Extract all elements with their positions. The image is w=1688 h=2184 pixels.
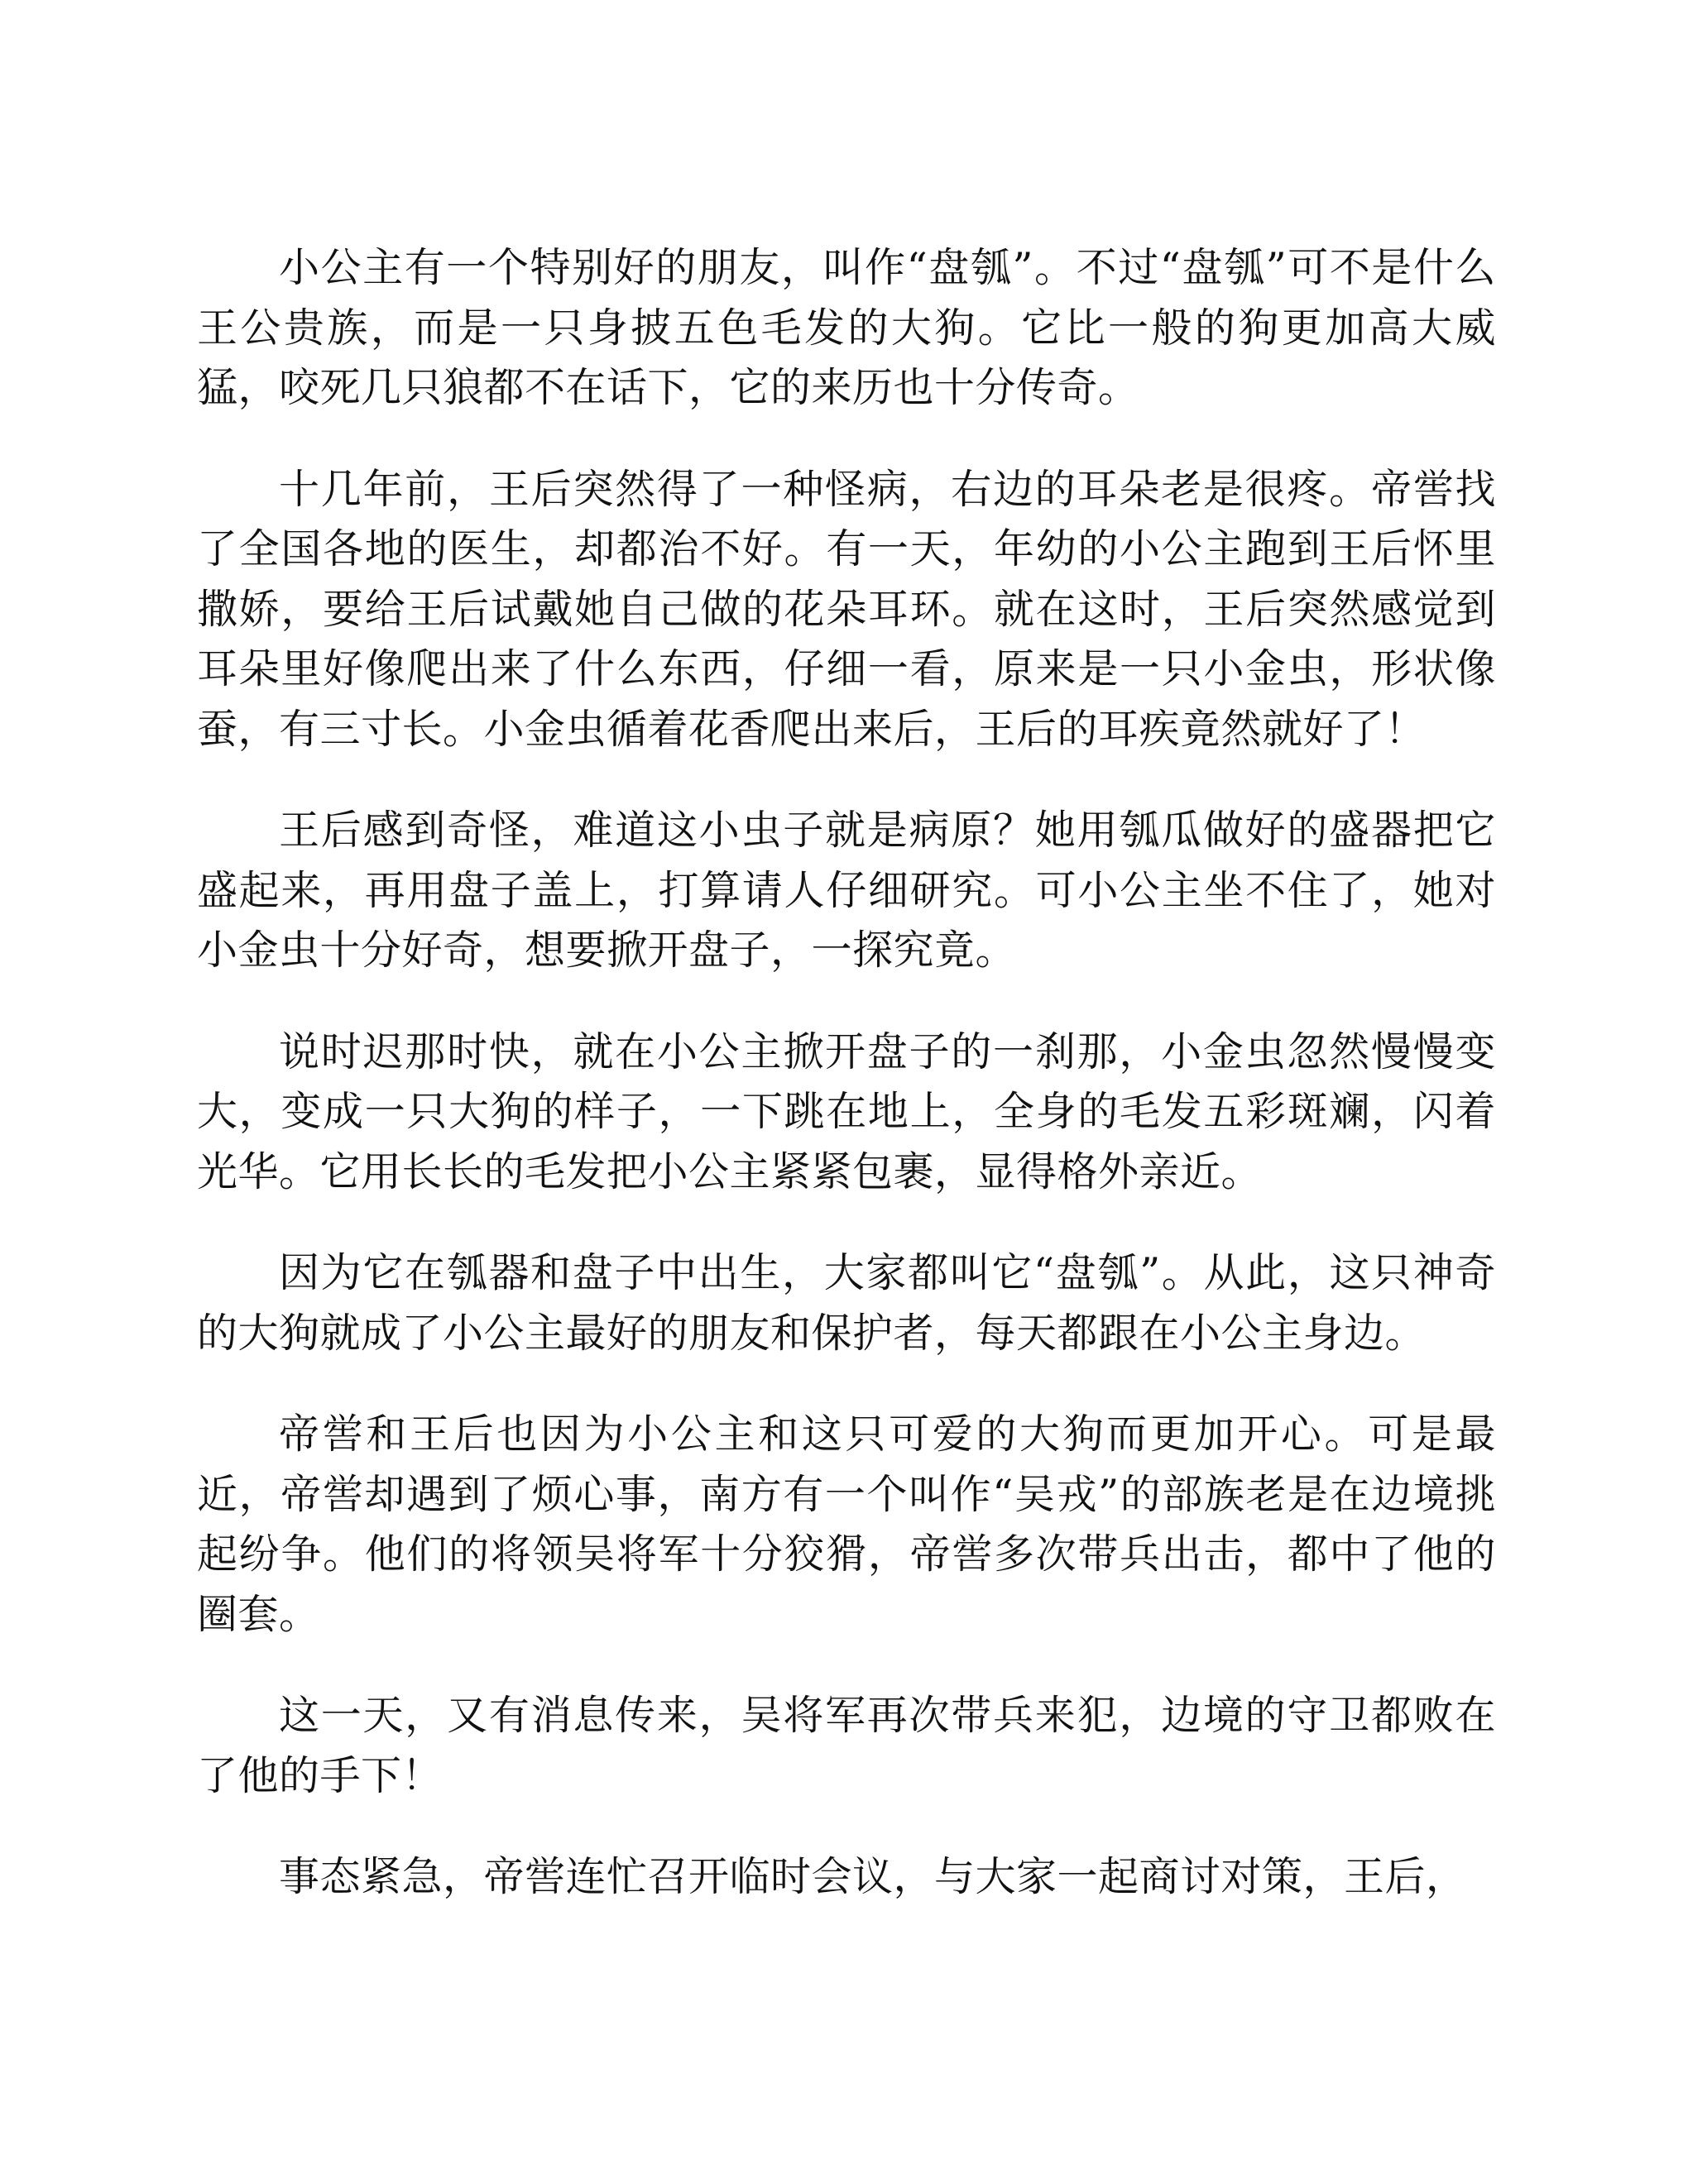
story-text: [197, 238, 1496, 1908]
paragraph-7: 这一天，又有消息传来，吴将军再次带兵来犯，边境的守卫都败在了他的手下！: [197, 1692, 1496, 1799]
paragraph-8: 事态紧急，帝喾连忙召开临时会议，与大家一起商讨对策，王后，: [279, 1853, 1467, 1900]
paragraph-6: 帝喾和王后也因为小公主和这只可爱的大狗而更加开心。可是最近，帝喾却遇到了烦心事，南方有一个叫作“吴戎”的部族老是在边境挑起纷争。他们的将领吴将军十分狡猾，帝喾多次带兵出击，都中了他的圈套。: [197, 1410, 1496, 1638]
paragraph-1: 小公主有一个特别好的朋友，叫作“盘瓠”。不过“盘瓠”可不是什么王公贵族，而是一只身披五色毛发的大狗。它比一般的狗更加高大威猛，咬死几只狼都不在话下，它的来历也十分传奇。: [197, 244, 1496, 411]
paragraph-2: 十几年前，王后突然得了一种怪病，右边的耳朵老是很疼。帝喾找了全国各地的医生，却都治不好。有一天，年幼的小公主跑到王后怀里撒娇，要给王后试戴她自己做的花朵耳环。就在这时，王后突然感觉到耳朵里好像爬出来了什么东西，仔细一看，原来是一只小金虫，形状像蚕，有三寸长。小金虫循着花香爬出来后，王后的耳疾竟然就好了！: [197, 465, 1496, 753]
paragraph-5: 因为它在瓠器和盘子中出生，大家都叫它“盘瓠”。从此，这只神奇的大狗就成了小公主最好的朋友和保护者，每天都跟在小公主身边。: [197, 1249, 1496, 1357]
paragraph-3: 王后感到奇怪，难道这小虫子就是病原？她用瓠瓜做好的盛器把它盛起来，再用盘子盖上，打算请人仔细研究。可小公主坐不住了，她对小金虫十分好奇，想要掀开盘子，一探究竟。: [197, 807, 1496, 974]
paragraph-4: 说时迟那时快，就在小公主掀开盘子的一刹那，小金虫忽然慢慢变大，变成一只大狗的样子，一下跳在地上，全身的毛发五彩斑斓，闪着光华。它用长长的毛发把小公主紧紧包裹，显得格外亲近。: [197, 1027, 1496, 1195]
